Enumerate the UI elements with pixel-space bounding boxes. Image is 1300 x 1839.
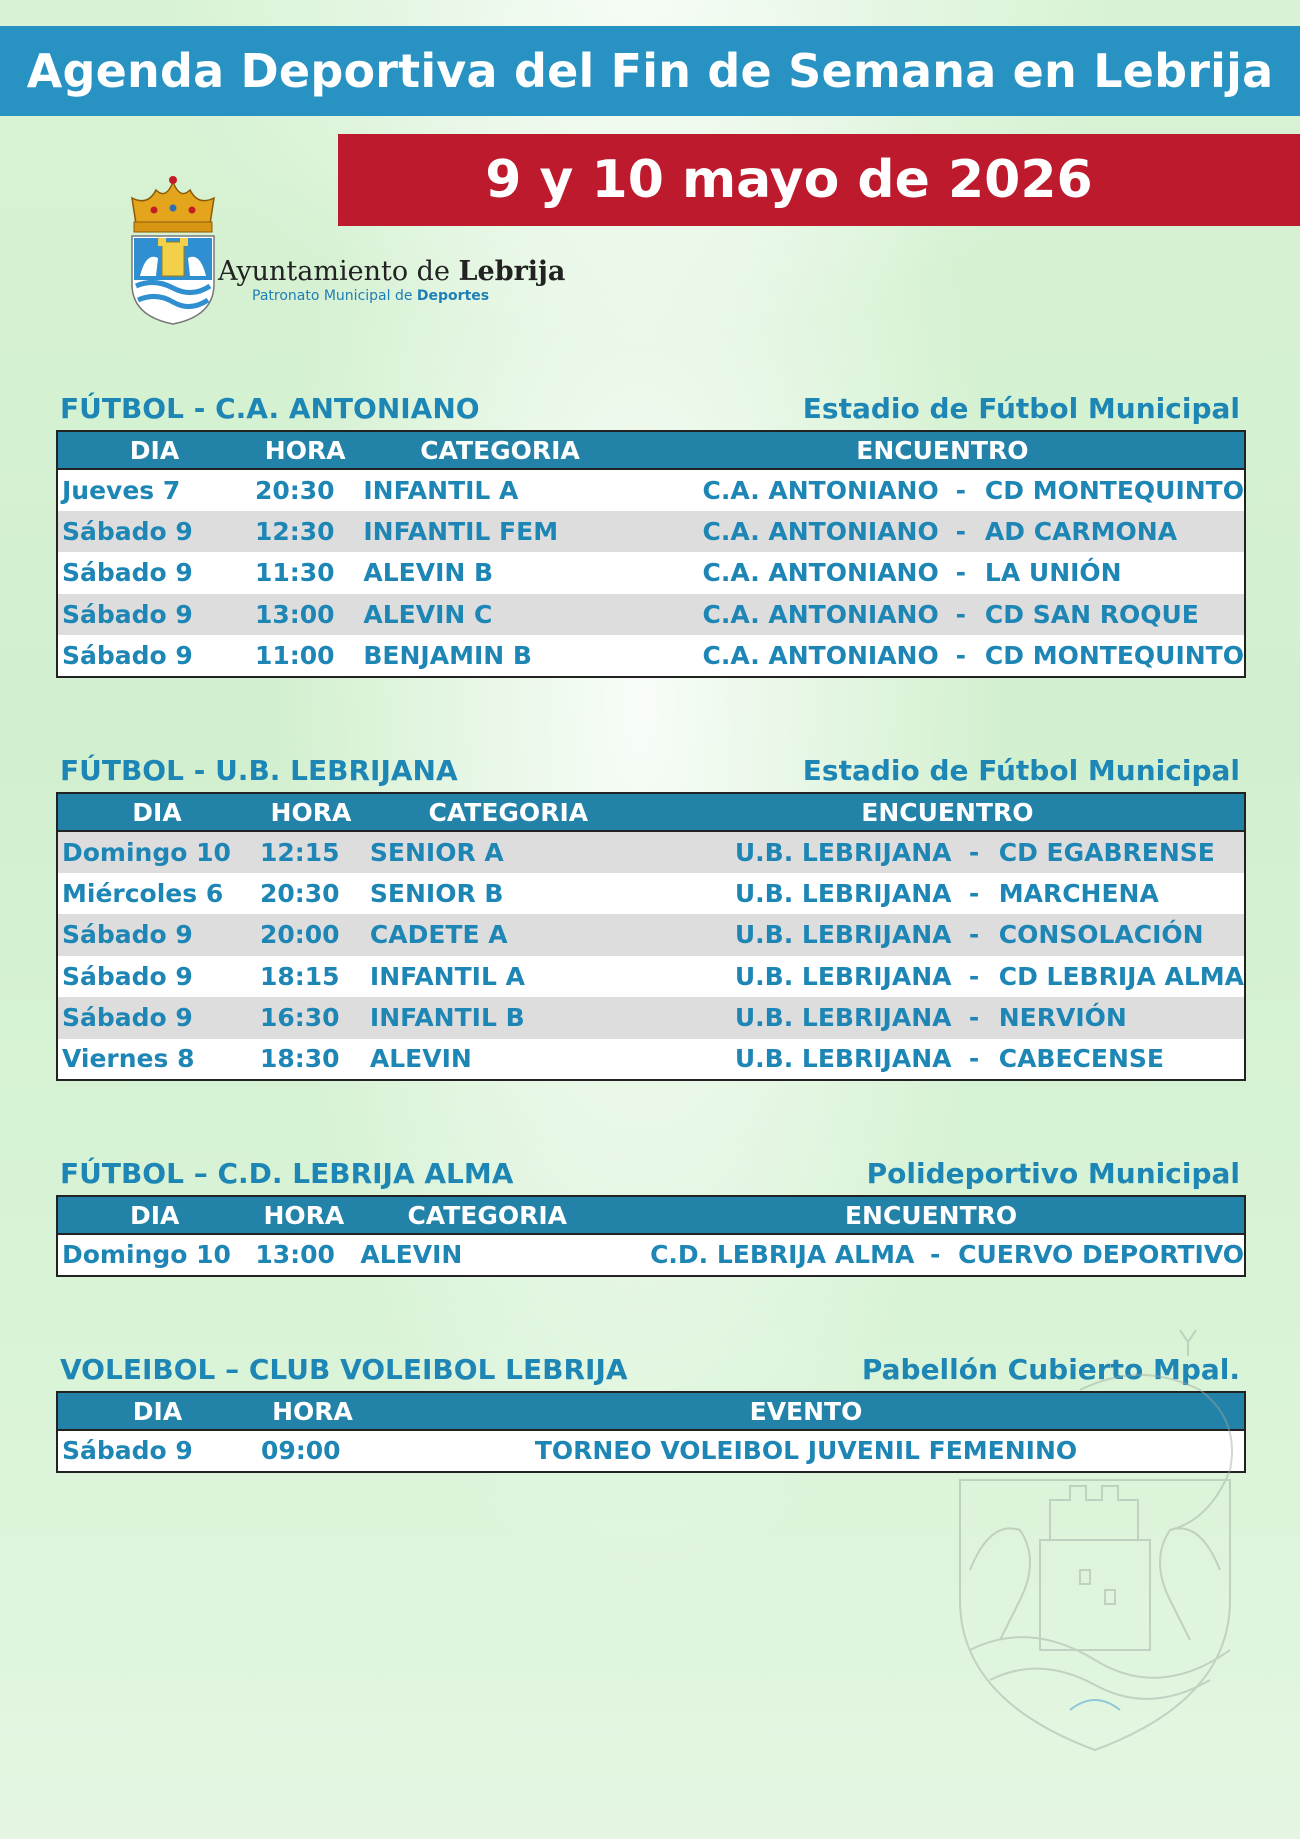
cell-categoria: ALEVIN — [360, 1240, 463, 1270]
cell-categoria: INFANTIL A — [363, 475, 519, 505]
section-title: VOLEIBOL – CLUB VOLEIBOL LEBRIJA — [60, 1353, 628, 1386]
section-venue: Pabellón Cubierto Mpal. — [861, 1353, 1240, 1386]
cell-sep: - — [959, 831, 988, 873]
cell-categoria: INFANTIL FEM — [359, 511, 640, 553]
cell-local: C.A. ANTONIANO — [641, 511, 947, 553]
cell-visitante: CD SAN ROQUE — [975, 594, 1245, 636]
cell-sep: - — [955, 475, 967, 505]
cell-sep: - — [947, 594, 975, 636]
cell-hora: 12:30 — [251, 511, 359, 553]
table-row — [57, 914, 1245, 956]
cell-dia: Sábado 9 — [62, 961, 193, 991]
cell-hora: 11:00 — [254, 640, 335, 670]
page-title: Agenda Deportiva del Fin de Semana en Lebrija — [26, 44, 1274, 98]
cell-2: CATEGORIA — [366, 793, 651, 831]
section-cd-lebrija-alma — [56, 1157, 1246, 1277]
cell-3: ENCUENTRO — [641, 431, 1245, 469]
cell-2: CATEGORIA — [356, 1196, 618, 1234]
cell-sep: - — [968, 878, 980, 908]
cell-hora: 18:30 — [259, 1044, 340, 1074]
cell-sep: - — [968, 1044, 980, 1074]
cell-hora: 09:00 — [261, 1436, 341, 1466]
cell-categoria: ALEVIN — [369, 1044, 472, 1074]
section-venue: Estadio de Fútbol Municipal — [802, 392, 1240, 425]
cell-categoria: ALEVIN B — [363, 558, 494, 588]
coat-of-arms-icon — [128, 172, 218, 332]
cell-local: C.A. ANTONIANO — [641, 594, 947, 636]
cell-hora: 16:30 — [256, 997, 366, 1039]
section-venue: Estadio de Fútbol Municipal — [802, 754, 1240, 787]
schedule-table — [56, 792, 1246, 1081]
cell-local: C.A. ANTONIANO — [702, 640, 939, 670]
cell-local: U.B. LEBRIJANA — [734, 878, 952, 908]
cell-sep: - — [959, 997, 988, 1039]
cell-2: EVENTO — [368, 1392, 1245, 1430]
cell-title_bold: Lebrija — [458, 256, 566, 287]
cell-dia: Sábado 9 — [62, 558, 193, 588]
cell-evento: TORNEO VOLEIBOL JUVENIL FEMENINO — [534, 1436, 1078, 1466]
cell-dia: Jueves 7 — [62, 475, 181, 505]
schedule-table — [56, 1195, 1246, 1277]
cell-dia: Domingo 10 — [62, 1240, 231, 1270]
cell-dia: Miércoles 6 — [62, 878, 224, 908]
cell-dia: Sábado 9 — [57, 594, 251, 636]
cell-3: ENCUENTRO — [618, 1196, 1245, 1234]
section-title: FÚTBOL – C.D. LEBRIJA ALMA — [60, 1157, 514, 1190]
cell-1: HORA — [257, 1392, 368, 1430]
cell-categoria: CADETE A — [366, 914, 651, 956]
cell-title_prefix: Ayuntamiento de — [218, 256, 459, 287]
cell-hora: 12:15 — [256, 831, 366, 873]
cell-sep: - — [955, 558, 967, 588]
cell-sep: - — [968, 961, 980, 991]
cell-local: U.B. LEBRIJANA — [651, 914, 960, 956]
cell-sep: - — [955, 640, 967, 670]
cell-visitante: CD MONTEQUINTO — [984, 640, 1244, 670]
section-venue: Polideportivo Municipal — [866, 1157, 1240, 1190]
ayuntamiento-logo — [128, 172, 566, 332]
cell-hora: 18:15 — [259, 961, 340, 991]
cell-hora: 20:00 — [256, 914, 366, 956]
cell-1: HORA — [256, 793, 366, 831]
cell-dia: Sábado 9 — [62, 1436, 193, 1466]
cell-3: ENCUENTRO — [651, 793, 1245, 831]
cell-visitante: CD LEBRIJA ALMA — [998, 961, 1244, 991]
cell-sep: - — [947, 511, 975, 553]
cell-local: C.A. ANTONIANO — [702, 475, 939, 505]
cell-dia: Sábado 9 — [57, 997, 256, 1039]
cell-local: U.B. LEBRIJANA — [651, 831, 960, 873]
cell-visitante: CD EGABRENSE — [989, 831, 1245, 873]
coat-of-arms-watermark-icon — [930, 1320, 1270, 1760]
cell-local: C.A. ANTONIANO — [702, 558, 939, 588]
table-row — [57, 873, 1245, 915]
cell-0: DIA — [57, 1392, 257, 1430]
cell-visitante: NERVIÓN — [989, 997, 1245, 1039]
cell-dia: Viernes 8 — [62, 1044, 195, 1074]
cell-dia: Domingo 10 — [57, 831, 256, 873]
logo-title — [218, 256, 565, 287]
cell-categoria: INFANTIL A — [369, 961, 525, 991]
cell-categoria: SENIOR B — [369, 878, 504, 908]
table-header — [57, 793, 1245, 831]
cell-hora: 11:30 — [254, 558, 335, 588]
table-row — [57, 997, 1245, 1039]
event-date: 9 y 10 mayo de 2026 — [485, 150, 1093, 210]
cell-hora: 13:00 — [255, 1240, 335, 1270]
cell-categoria: ALEVIN C — [359, 594, 640, 636]
cell-categoria: BENJAMIN B — [363, 640, 532, 670]
cell-visitante: MARCHENA — [998, 878, 1159, 908]
logo-subtitle — [252, 288, 489, 304]
cell-0: DIA — [57, 793, 256, 831]
table-row — [57, 594, 1245, 636]
cell-visitante: CABECENSE — [998, 1044, 1164, 1074]
cell-local: U.B. LEBRIJANA — [651, 997, 960, 1039]
cell-dia: Sábado 9 — [57, 511, 251, 553]
cell-hora: 20:30 — [254, 475, 335, 505]
title-banner — [0, 26, 1300, 116]
cell-visitante: CONSOLACIÓN — [989, 914, 1245, 956]
table-row — [57, 1234, 1245, 1276]
cell-hora: 13:00 — [251, 594, 359, 636]
cell-sep: - — [959, 914, 988, 956]
cell-categoria: SENIOR A — [366, 831, 651, 873]
schedule-table — [56, 430, 1246, 678]
cell-0: DIA — [57, 431, 251, 469]
cell-1: HORA — [251, 1196, 356, 1234]
cell-local: U.B. LEBRIJANA — [734, 1044, 952, 1074]
cell-0: DIA — [57, 1196, 251, 1234]
cell-subtitle_bold: Deportes — [416, 288, 490, 304]
cell-subtitle_prefix: Patronato Municipal de — [252, 288, 417, 304]
cell-visitante: CD MONTEQUINTO — [984, 475, 1244, 505]
table-row — [57, 552, 1245, 594]
cell-1: HORA — [251, 431, 359, 469]
section-ca-antoniano — [56, 392, 1246, 678]
table-row — [57, 1039, 1245, 1081]
cell-dia: Sábado 9 — [62, 640, 193, 670]
table-header — [57, 1196, 1245, 1234]
table-header — [57, 431, 1245, 469]
cell-local: C.D. LEBRIJA ALMA — [650, 1240, 915, 1270]
section-title: FÚTBOL - U.B. LEBRIJANA — [60, 754, 458, 787]
cell-dia: Sábado 9 — [57, 914, 256, 956]
table-row — [57, 511, 1245, 553]
section-ub-lebrijana — [56, 754, 1246, 1081]
section-title: FÚTBOL - C.A. ANTONIANO — [60, 392, 480, 425]
table-row — [57, 831, 1245, 873]
table-row — [57, 635, 1245, 677]
table-row — [57, 469, 1245, 511]
cell-hora: 20:30 — [259, 878, 340, 908]
cell-visitante: LA UNIÓN — [984, 558, 1122, 588]
table-row — [57, 956, 1245, 998]
cell-sep: - — [930, 1240, 941, 1270]
cell-visitante: AD CARMONA — [975, 511, 1245, 553]
cell-visitante: CUERVO DEPORTIVO — [958, 1240, 1244, 1270]
cell-categoria: INFANTIL B — [366, 997, 651, 1039]
cell-local: U.B. LEBRIJANA — [734, 961, 952, 991]
cell-2: CATEGORIA — [359, 431, 640, 469]
